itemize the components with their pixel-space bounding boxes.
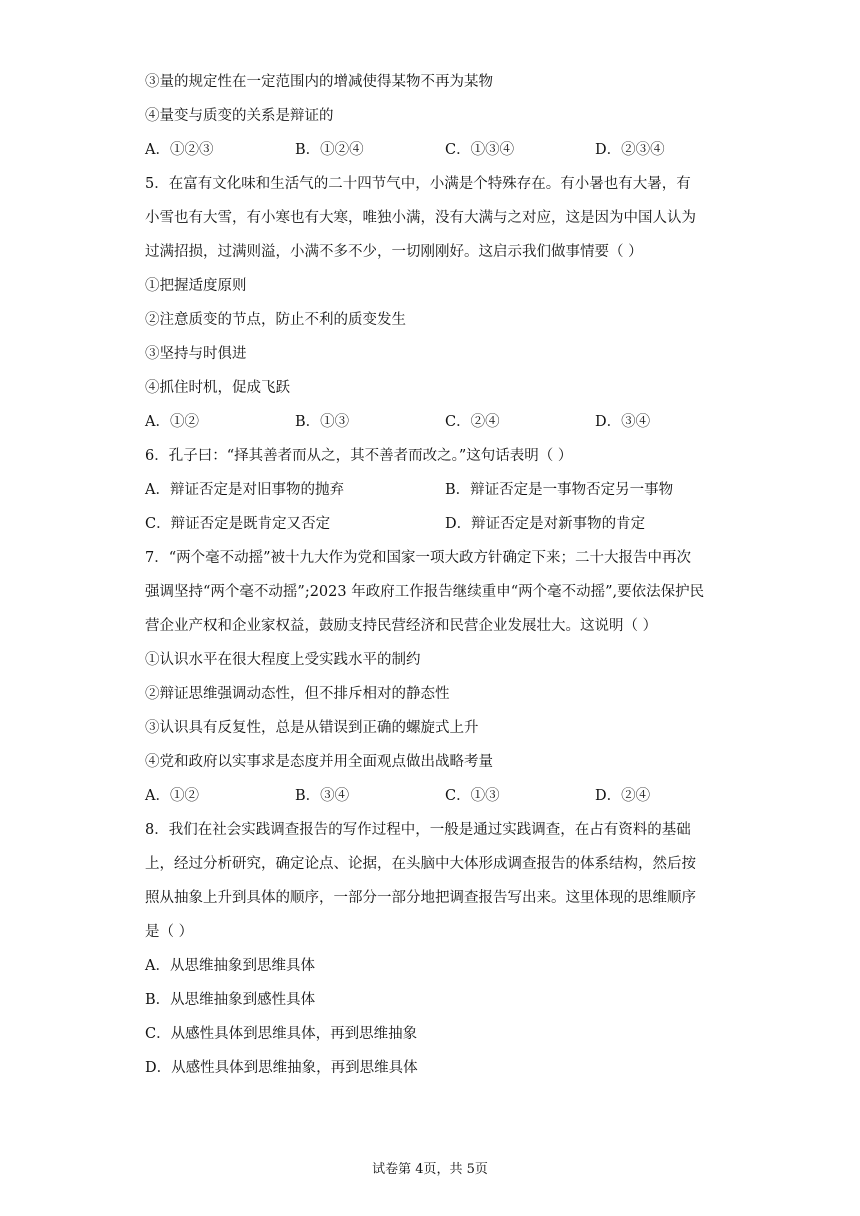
- option-b: B．③④: [295, 788, 350, 804]
- option-b: B．从思维抽象到感性具体: [145, 992, 316, 1008]
- option-a: A．①②: [145, 414, 199, 430]
- option-b: B．①②④: [295, 142, 364, 158]
- option-d: D．辩证否定是对新事物的肯定: [445, 516, 646, 532]
- option-d: D．③④: [595, 414, 651, 430]
- statement: ②辩证思维强调动态性，但不排斥相对的静态性: [145, 686, 450, 702]
- question-7-stem: 7．“两个毫不动摇”被十九大作为党和国家一项大政方针确定下来；二十大报告中再次: [145, 550, 692, 566]
- option-c: C．辩证否定是既肯定又否定: [145, 516, 331, 532]
- option-d: D．从感性具体到思维抽象，再到思维具体: [145, 1060, 418, 1076]
- option-a: A．从思维抽象到思维具体: [145, 958, 315, 974]
- page-footer: 试卷第 4页，共 5页: [372, 1162, 488, 1177]
- option-a: A．辩证否定是对旧事物的抛弃: [145, 482, 344, 498]
- statement: ④党和政府以实事求是态度并用全面观点做出战略考量: [145, 754, 493, 770]
- question-7-stem: 强调坚持“两个毫不动摇”;2023 年政府工作报告继续重申“两个毫不动摇”,要依法保护民: [145, 584, 705, 600]
- option-a: A．①②③: [145, 142, 214, 158]
- statement: ①把握适度原则: [145, 278, 247, 294]
- option-b: B．辩证否定是一事物否定另一事物: [445, 482, 674, 498]
- question-5-stem: 过满招损，过满则溢，小满不多不少，一切刚刚好。这启示我们做事情要（ ）: [145, 244, 643, 260]
- question-8-stem: 上，经过分析研究，确定论点、论据，在头脑中大体形成调查报告的体系结构，然后按: [145, 856, 696, 872]
- option-a: A．①②: [145, 788, 199, 804]
- statement: ①认识水平在很大程度上受实践水平的制约: [145, 652, 421, 668]
- statement: ②注意质变的节点，防止不利的质变发生: [145, 312, 406, 328]
- statement: ④抓住时机，促成飞跃: [145, 380, 290, 396]
- question-8-stem: 8．我们在社会实践调查报告的写作过程中，一般是通过实践调查，在占有资料的基础: [145, 822, 691, 838]
- option-c: C．从感性具体到思维具体，再到思维抽象: [145, 1026, 418, 1042]
- option-b: B．①③: [295, 414, 350, 430]
- question-5-stem: 小雪也有大雪，有小寒也有大寒，唯独小满，没有大满与之对应，这是因为中国人认为: [145, 210, 696, 226]
- statement: ④量变与质变的关系是辩证的: [145, 108, 334, 124]
- statement: ③量的规定性在一定范围内的增减使得某物不再为某物: [145, 74, 493, 90]
- option-c: C．①③④: [445, 142, 515, 158]
- option-c: C．①③: [445, 788, 500, 804]
- option-d: D．②③④: [595, 142, 665, 158]
- question-8-stem: 照从抽象上升到具体的顺序，一部分一部分地把调查报告写出来。这里体现的思维顺序: [145, 890, 696, 906]
- statement: ③认识具有反复性，总是从错误到正确的螺旋式上升: [145, 720, 479, 736]
- statement: ③坚持与时俱进: [145, 346, 247, 362]
- option-c: C．②④: [445, 414, 500, 430]
- question-8-stem: 是（ ）: [145, 924, 194, 940]
- question-6-stem: 6．孔子曰：“择其善者而从之，其不善者而改之。”这句话表明（ ）: [145, 448, 573, 464]
- question-5-stem: 5．在富有文化味和生活气的二十四节气中，小满是个特殊存在。有小暑也有大暑，有: [145, 176, 691, 192]
- question-7-stem: 营企业产权和企业家权益，鼓励支持民营经济和民营企业发展壮大。这说明（ ）: [145, 618, 658, 634]
- option-d: D．②④: [595, 788, 651, 804]
